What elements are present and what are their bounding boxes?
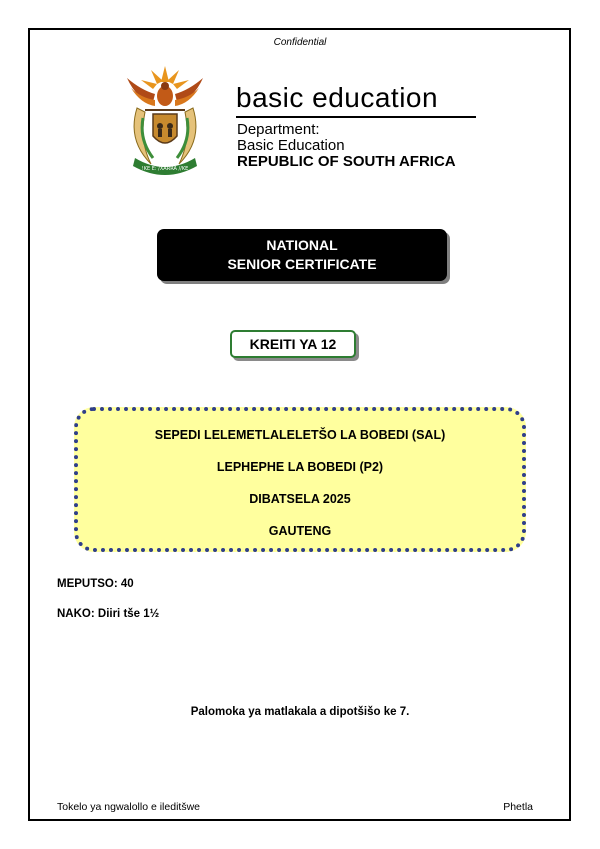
exam-subject: SEPEDI LELEMETLALELETŠO LA BOBEDI (SAL) (154, 428, 446, 442)
certificate-banner (157, 229, 447, 281)
department-name: Basic Education (237, 137, 345, 154)
coat-of-arms-icon (117, 60, 213, 178)
time-label: NAKO: Diiri tše 1½ (57, 608, 160, 620)
certificate-line-1: NATIONAL (266, 237, 338, 253)
exam-paper: LEPHEPHE LA BOBEDI (P2) (216, 460, 384, 474)
brand-underline (236, 116, 476, 118)
brand-name: basic education (236, 82, 439, 113)
pages-note: Palomoka ya matlakala a dipotšišo ke 7. (190, 706, 410, 718)
certificate-line-2: SENIOR CERTIFICATE (227, 256, 377, 272)
marks-label: MEPUTSO: 40 (57, 578, 134, 590)
exam-province: GAUTENG (268, 524, 332, 538)
country-name: REPUBLIC OF SOUTH AFRICA (237, 153, 456, 170)
confidential-label: Confidential (273, 37, 327, 48)
department-label: Department: (237, 121, 320, 138)
exam-date: DIBATSELA 2025 (249, 492, 351, 506)
turn-over-footer: Phetla (503, 801, 533, 813)
copyright-footer: Tokelo ya ngwalollo e ileditšwe (57, 801, 200, 813)
motto-text: !KE E: /XARRA //KE (141, 166, 189, 172)
grade-badge: KREITI YA 12 (230, 330, 356, 358)
